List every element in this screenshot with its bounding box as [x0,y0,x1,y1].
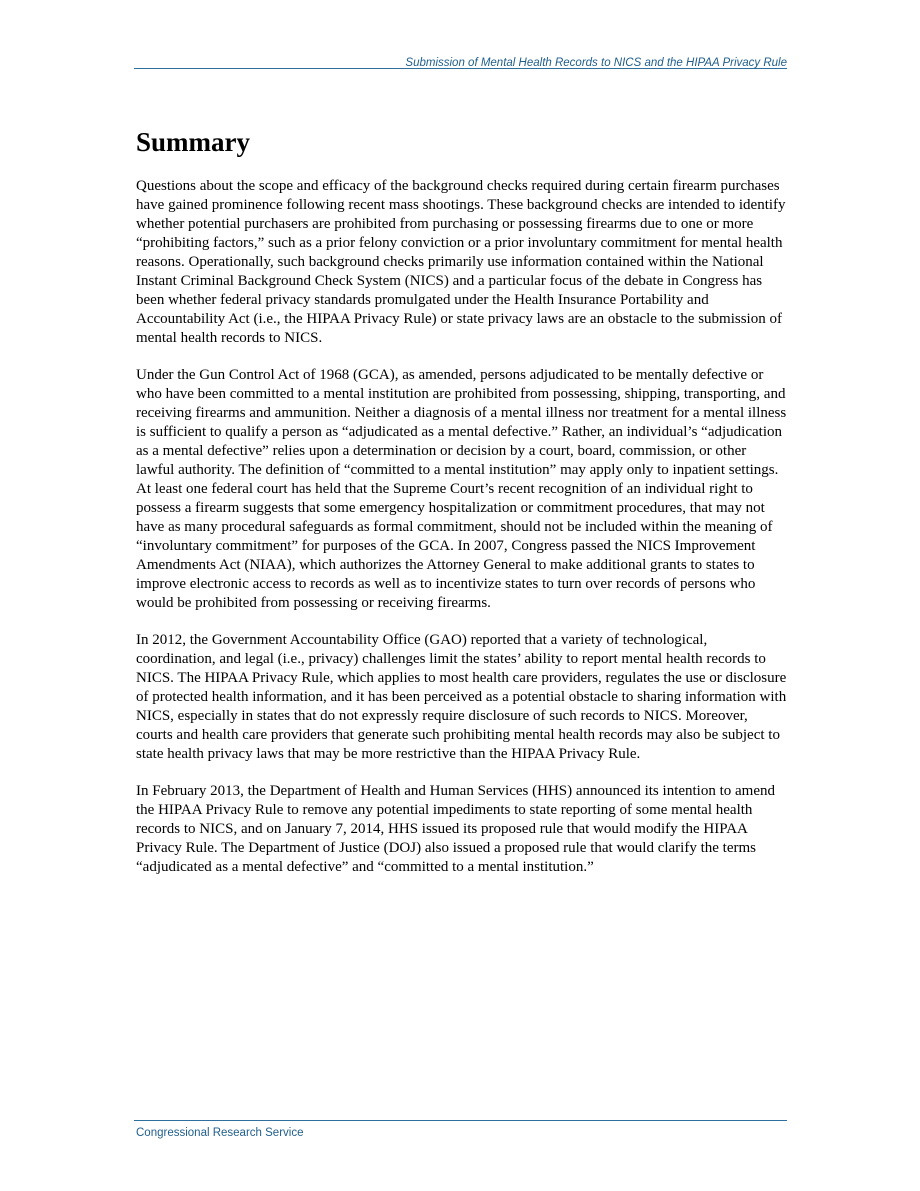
page-title: Summary [136,127,250,157]
page-footer [134,1120,787,1141]
paragraph: In 2012, the Government Accountability Office (GAO) reported that a variety of technological, coordination, and legal (i.e., privacy) challenges limit the states’ ability to report mental health records to NICS. The HIPAA Privacy Rule, which applies to most health care providers, regulates the use or disclosure of protected health information, and it has been perceived as a potential obstacle to sharing information with NICS, especially in states that do not expressly require disclosure of such records to NICS. Moreover, courts and health care providers that generate such prohibiting mental health records may also be subject to state health privacy laws that may be more restrictive than the HIPAA Privacy Rule. [136,632,787,762]
running-title: Submission of Mental Health Records to NICS and the HIPAA Privacy Rule [405,57,787,69]
paragraph: Under the Gun Control Act of 1968 (GCA), as amended, persons adjudicated to be mentally defective or who have been committed to a mental institution are prohibited from possessing, shipping, transporting, and receiving firearms and ammunition. Neither a diagnosis of a mental illness nor treatment for a mental illness is sufficient to qualify a person as “adjudicated as a mental defective.” Rather, an individual’s “adjudication as a mental defective” relies upon a determination or decision by a court, board, commission, or other lawful authority. The definition of “committed to a mental institution” may apply only to inpatient settings. At least one federal court has held that the Supreme Court’s recent recognition of an individual right to possess a firearm suggests that some emergency hospitalization or commitment procedures, that may not have as many procedural safeguards as formal commitment, should not be included within the meaning of “involuntary commitment” for purposes of the GCA. In 2007, Congress passed the NICS Improvement Amendments Act (NIAA), which authorizes the Attorney General to make additional grants to states to improve electronic access to records as well as to incentivize states to turn over records of persons who would be prohibited from possessing or receiving firearms. [136,367,787,611]
summary-body [136,177,788,895]
page-header [134,52,787,69]
paragraph: In February 2013, the Department of Health and Human Services (HHS) announced its intention to amend the HIPAA Privacy Rule to remove any potential impediments to state reporting of some mental health records to NICS, and on January 7, 2014, HHS issued its proposed rule that would modify the HIPAA Privacy Rule. The Department of Justice (DOJ) also issued a proposed rule that would clarify the terms “adjudicated as a mental defective” and “committed to a mental institution.” [136,783,776,875]
paragraph: Questions about the scope and efficacy of the background checks required during certain firearm purchases have gained prominence following recent mass shootings. These background checks are intended to identify whether potential purchasers are prohibited from purchasing or possessing firearms due to one or more “prohibiting factors,” such as a prior felony conviction or a prior involuntary commitment for mental health reasons. Operationally, such background checks primarily use information contained within the National Instant Criminal Background Check System (NICS) and a particular focus of the debate in Congress has been whether federal privacy standards promulgated under the Health Insurance Portability and Accountability Act (i.e., the HIPAA Privacy Rule) or state privacy laws are an obstacle to the submission of mental health records to NICS. [136,178,786,346]
footer-publisher: Congressional Research Service [136,1127,304,1139]
